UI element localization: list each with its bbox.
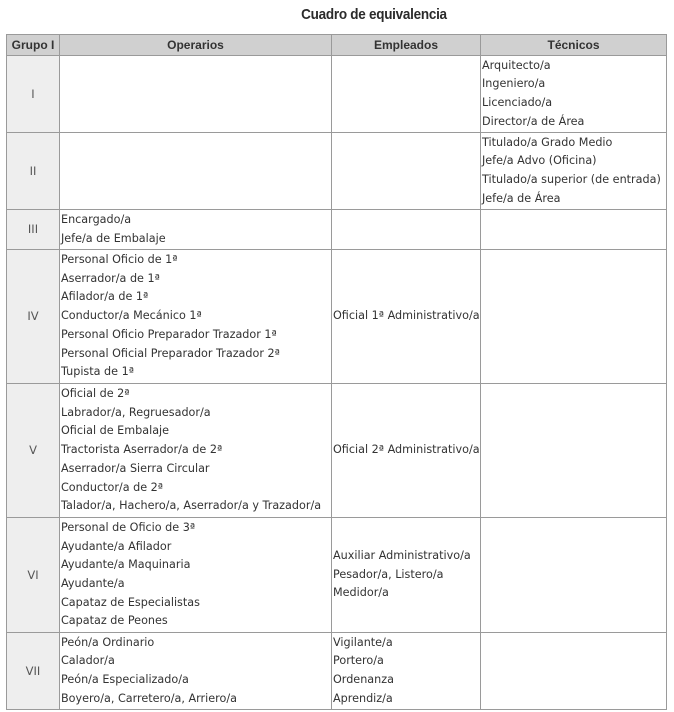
grupo-cell: I bbox=[7, 56, 59, 132]
empleados-item: Oficial 2ª Administrativo/a bbox=[333, 443, 480, 457]
equivalence-table bbox=[6, 34, 667, 710]
tecnicos-item: Jefe/a de Área bbox=[482, 191, 561, 205]
grupo-cell: II bbox=[7, 133, 59, 209]
empleados-item: Oficial 1ª Administrativo/a bbox=[333, 309, 480, 323]
operarios-item: Afilador/a de 1ª bbox=[61, 290, 149, 304]
operarios-item: Ayudante/a Afilador bbox=[61, 539, 172, 553]
empleados-item: Medidor/a bbox=[333, 586, 389, 600]
operarios-item: Personal Oficial Preparador Trazador 2ª bbox=[61, 346, 280, 360]
operarios-item: Ayudante/a Maquinaria bbox=[61, 558, 191, 572]
empleados-cell bbox=[332, 56, 480, 132]
header-row bbox=[7, 35, 666, 55]
empleados-cell bbox=[332, 518, 480, 632]
empleados-item: Aprendiz/a bbox=[333, 691, 393, 705]
tecnicos-item: Licenciado/a bbox=[482, 96, 553, 109]
operarios-item: Oficial de 2ª bbox=[61, 387, 130, 401]
tecnicos-item: Titulado/a Grado Medio bbox=[482, 135, 613, 149]
header-empleados: Empleados bbox=[332, 35, 480, 55]
empleados-item: Pesador/a, Listero/a bbox=[333, 567, 444, 581]
operarios-item: Labrador/a, Regruesador/a bbox=[61, 405, 211, 419]
table-row bbox=[7, 250, 666, 383]
table-row bbox=[7, 56, 666, 132]
tecnicos-item: Arquitecto/a bbox=[482, 58, 551, 72]
tecnicos-cell bbox=[481, 633, 666, 709]
grupo-cell: IV bbox=[7, 250, 59, 383]
tecnicos-item: Jefe/a Advo (Oficina) bbox=[482, 154, 597, 168]
tecnicos-item: Titulado/a superior (de entrada) bbox=[482, 173, 661, 186]
table-row bbox=[7, 210, 666, 249]
operarios-item: Oficial de Embalaje bbox=[61, 424, 170, 438]
header-grupo: Grupo I bbox=[7, 35, 59, 55]
tecnicos-cell bbox=[481, 250, 666, 383]
operarios-item: Jefe/a de Embalaje bbox=[61, 231, 166, 245]
grupo-cell: III bbox=[7, 210, 59, 249]
operarios-item: Personal de Oficio de 3ª bbox=[61, 520, 196, 534]
empleados-cell bbox=[332, 210, 480, 249]
operarios-cell bbox=[60, 133, 331, 209]
operarios-item: Tupista de 1ª bbox=[61, 365, 134, 379]
table-row bbox=[7, 384, 666, 517]
table-row bbox=[7, 633, 666, 709]
empleados-cell bbox=[332, 633, 480, 709]
grupo-cell: VII bbox=[7, 633, 59, 709]
grupo-cell: VI bbox=[7, 518, 59, 632]
table-container bbox=[6, 34, 667, 710]
operarios-cell bbox=[60, 518, 331, 632]
operarios-item: Conductor/a Mecánico 1ª bbox=[61, 309, 202, 323]
tecnicos-cell bbox=[481, 210, 666, 249]
tecnicos-cell bbox=[481, 56, 666, 132]
page-title: Cuadro de equivalencia bbox=[301, 6, 447, 23]
tecnicos-cell bbox=[481, 518, 666, 632]
operarios-item: Aserrador/a Sierra Circular bbox=[61, 461, 210, 475]
empleados-item: Auxiliar Administrativo/a bbox=[333, 548, 471, 562]
empleados-item: Portero/a bbox=[333, 654, 384, 668]
operarios-cell bbox=[60, 210, 331, 249]
operarios-item: Talador/a, Hachero/a, Aserrador/a y Trazador/a bbox=[61, 499, 322, 513]
operarios-item: Aserrador/a de 1ª bbox=[61, 271, 160, 285]
operarios-item: Ayudante/a bbox=[61, 577, 125, 590]
header-operarios: Operarios bbox=[60, 35, 331, 55]
empleados-item: Ordenanza bbox=[333, 673, 394, 686]
tecnicos-cell bbox=[481, 133, 666, 209]
operarios-cell bbox=[60, 384, 331, 517]
operarios-item: Boyero/a, Carretero/a, Arriero/a bbox=[61, 691, 237, 705]
grupo-cell: V bbox=[7, 384, 59, 517]
operarios-item: Peón/a Ordinario bbox=[61, 635, 155, 649]
empleados-item: Vigilante/a bbox=[333, 635, 393, 649]
operarios-cell bbox=[60, 633, 331, 709]
operarios-cell bbox=[60, 250, 331, 383]
tecnicos-item: Ingeniero/a bbox=[482, 77, 546, 91]
operarios-item: Encargado/a bbox=[61, 212, 132, 226]
operarios-item: Peón/a Especializado/a bbox=[61, 673, 189, 686]
header-tecnicos: Técnicos bbox=[481, 35, 666, 55]
empleados-cell bbox=[332, 384, 480, 517]
tecnicos-item: Director/a de Área bbox=[482, 114, 585, 128]
empleados-cell bbox=[332, 250, 480, 383]
operarios-item: Tractorista Aserrador/a de 2ª bbox=[61, 443, 223, 457]
operarios-item: Calador/a bbox=[61, 654, 115, 668]
operarios-item: Conductor/a de 2ª bbox=[61, 480, 164, 494]
operarios-item: Capataz de Especialistas bbox=[61, 595, 200, 609]
operarios-item: Personal Oficio Preparador Trazador 1ª bbox=[61, 327, 277, 341]
table-row bbox=[7, 133, 666, 209]
operarios-item: Personal Oficio de 1ª bbox=[61, 253, 178, 267]
operarios-cell bbox=[60, 56, 331, 132]
empleados-cell bbox=[332, 133, 480, 209]
tecnicos-cell bbox=[481, 384, 666, 517]
operarios-item: Capataz de Peones bbox=[61, 614, 168, 628]
table-row bbox=[7, 518, 666, 632]
